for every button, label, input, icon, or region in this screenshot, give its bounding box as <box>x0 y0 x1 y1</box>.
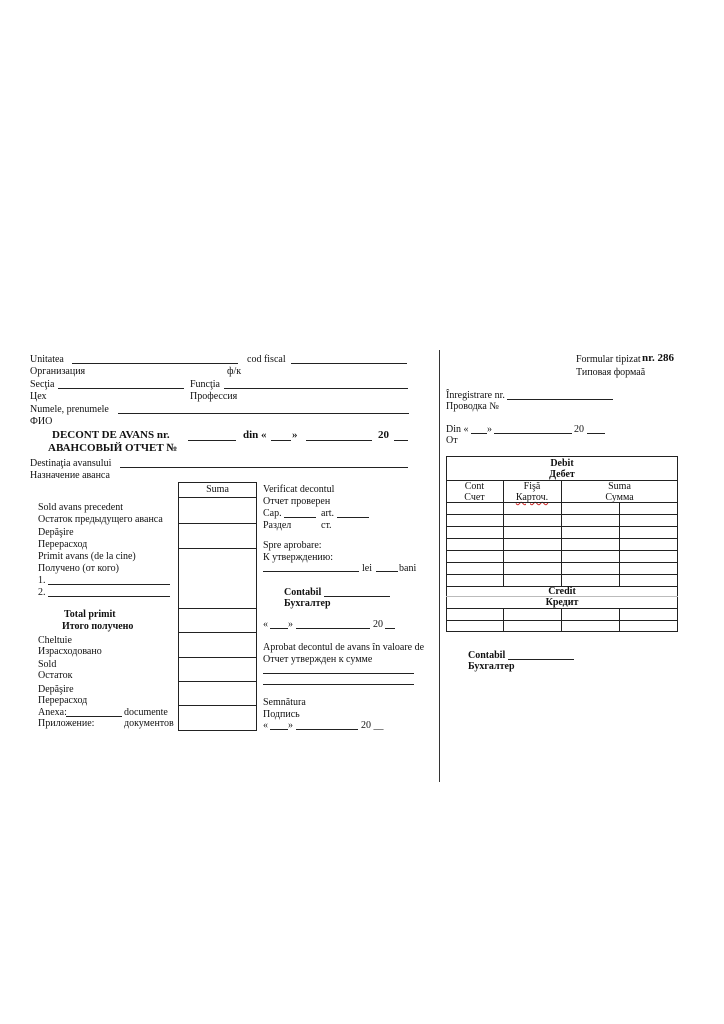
row-sep <box>178 657 257 658</box>
table-line <box>446 550 678 551</box>
right-buhgalter-label: Бухгалтер <box>468 661 515 672</box>
organizatsia-label: Организация <box>30 366 86 377</box>
aprobat-line-2[interactable] <box>263 684 414 685</box>
cut-divider <box>439 350 440 782</box>
row-pererashod: Перерасход <box>38 539 88 550</box>
row-sep <box>178 608 257 609</box>
col-summa: Сумма <box>605 492 634 503</box>
row-ostatok: Остаток <box>38 670 73 681</box>
table-line <box>446 620 678 621</box>
row-cheltuie: Cheltuie <box>38 635 72 646</box>
row-anexa: Anexa: <box>38 707 67 718</box>
row-sep <box>178 548 257 549</box>
row-item-1-line[interactable] <box>48 584 170 585</box>
row-sep <box>178 681 257 682</box>
inregistrare-label: Înregistrare nr. <box>446 390 505 401</box>
otchet-proveren-label: Отчет проверен <box>263 496 331 507</box>
sectia-line[interactable] <box>58 388 184 389</box>
contabil-sign-line[interactable] <box>324 596 390 597</box>
right-contabil-label: Contabil <box>468 650 506 661</box>
date-month-line[interactable] <box>296 628 370 629</box>
credit-header: Credit <box>548 586 576 597</box>
sign-month-line[interactable] <box>296 729 358 730</box>
cap-label: Cap. <box>263 508 282 519</box>
row-sold-avans: Sold avans precedent <box>38 502 123 513</box>
row-item-2-line[interactable] <box>48 596 170 597</box>
table-col-line <box>619 502 620 586</box>
din-close: » <box>487 424 492 435</box>
ot-label: От <box>446 435 458 446</box>
suma-header: Suma <box>206 484 229 495</box>
table-line <box>446 514 678 515</box>
lei-label: lei <box>362 563 372 574</box>
date-day-line[interactable] <box>270 628 288 629</box>
debet-header: Дебет <box>549 469 575 480</box>
numele-line[interactable] <box>118 413 409 414</box>
destinatia-line[interactable] <box>120 467 408 468</box>
provodka-label: Проводка № <box>446 401 499 412</box>
table-line <box>446 538 678 539</box>
lei-amount-line[interactable] <box>263 571 359 572</box>
table-line <box>446 608 678 609</box>
kredit-header: Кредит <box>545 597 579 608</box>
sectia-label: Secţia <box>30 379 55 390</box>
row-item-2: 2. <box>38 587 46 598</box>
col-suma: Suma <box>608 481 631 492</box>
table-col-line <box>503 480 504 586</box>
table-line <box>446 502 678 503</box>
row-polucheno: Получено (от кого) <box>38 563 120 574</box>
formular-number: nr. 286 <box>642 352 674 364</box>
din-open: Din « <box>446 424 469 435</box>
row-itogo-polucheno: Итого получено <box>62 621 134 632</box>
decont-month-line[interactable] <box>306 440 372 441</box>
aprobat-line-1[interactable] <box>263 673 414 674</box>
table-col-line <box>561 480 562 586</box>
professia-label: Профессия <box>190 391 238 402</box>
semnatura-label: Semnătura <box>263 697 306 708</box>
table-line <box>446 562 678 563</box>
sign-date-year: 20 __ <box>361 720 384 731</box>
din-year: 20 <box>574 424 584 435</box>
din-month-line[interactable] <box>494 433 572 434</box>
row-sold: Sold <box>38 659 57 670</box>
tipovaya-label: Типовая формаă <box>576 367 646 378</box>
din-year-line[interactable] <box>587 433 605 434</box>
debit-header: Debit <box>550 458 574 469</box>
row-sep <box>178 705 257 706</box>
art-line[interactable] <box>337 517 369 518</box>
row-total-primit: Total primit <box>64 609 116 620</box>
date-year: 20 <box>373 619 383 630</box>
fk-label: ф/к <box>227 366 242 377</box>
st-label: ст. <box>321 520 332 531</box>
col-kartoch: Карточ. <box>515 492 549 503</box>
row-sep <box>178 632 257 633</box>
table-col-line <box>561 608 562 632</box>
unitatea-line[interactable] <box>72 363 238 364</box>
destinatia-label: Destinaţia avansului <box>30 458 112 469</box>
row-depasire: Depăşire <box>38 527 74 538</box>
numele-label: Numele, prenumele <box>30 404 109 415</box>
row-pererashod-2: Перерасход <box>38 695 88 706</box>
cod-fiscal-label: cod fiscal <box>247 354 286 365</box>
art-label: art. <box>321 508 335 519</box>
cap-line[interactable] <box>284 517 316 518</box>
right-contabil-sign-line[interactable] <box>508 659 574 660</box>
row-izrashodovano: Израсходовано <box>38 646 102 657</box>
table-line <box>446 574 678 575</box>
naznachenie-label: Назначение аванса <box>30 470 110 481</box>
bani-amount-line[interactable] <box>376 571 398 572</box>
row-primit-avans: Primit avans (de la cine) <box>38 551 136 562</box>
anexa-line[interactable] <box>66 716 122 717</box>
row-ostatok-avansa: Остаток предыдущего аванса <box>38 514 163 525</box>
date-year-line[interactable] <box>385 628 395 629</box>
decont-nr-line[interactable] <box>188 440 236 441</box>
otchet-utverzhden-label: Отчет утвержден к сумме <box>263 654 373 665</box>
row-sep <box>178 497 257 498</box>
col-cont: Cont <box>464 481 485 492</box>
decont-din-close: » <box>292 429 298 441</box>
tseh-label: Цех <box>30 391 47 402</box>
buhgalter-label: Бухгалтер <box>284 598 331 609</box>
formular-label: Formular tipizat <box>576 354 641 365</box>
avans-title: АВАНСОВЫЙ ОТЧЕТ № <box>48 442 178 454</box>
sign-day-line[interactable] <box>270 729 288 730</box>
table-col-line <box>619 608 620 632</box>
inregistrare-line[interactable] <box>507 399 613 400</box>
row-prilozhenie: Приложение: <box>38 718 95 729</box>
decont-din: din « <box>243 429 267 441</box>
functia-line[interactable] <box>224 388 408 389</box>
fio-label: ФИО <box>30 416 53 427</box>
sign-date-open: « <box>263 720 268 731</box>
k-utverzhdeniyu-label: К утверждению: <box>263 552 334 563</box>
contabil-label: Contabil <box>284 587 322 598</box>
suma-column-box <box>178 482 257 731</box>
unitatea-label: Unitatea <box>30 354 64 365</box>
table-line <box>446 526 678 527</box>
decont-title: DECONT DE AVANS nr. <box>52 429 170 441</box>
row-documente: documente <box>124 707 168 718</box>
table-col-line <box>503 608 504 632</box>
decont-day-line[interactable] <box>271 440 291 441</box>
col-fisa: Fişă <box>523 481 541 492</box>
cod-fiscal-line[interactable] <box>291 363 407 364</box>
verificat-label: Verificat decontul <box>263 484 335 495</box>
col-schet: Счет <box>464 492 485 503</box>
row-dokumentov: документов <box>124 718 174 729</box>
row-sep <box>178 523 257 524</box>
din-day-line[interactable] <box>471 433 487 434</box>
razdel-label: Раздел <box>263 520 292 531</box>
decont-year: 20 <box>378 429 389 441</box>
bani-label: bani <box>399 563 417 574</box>
row-depasire-2: Depăşire <box>38 684 74 695</box>
podpis-label: Подпись <box>263 709 300 720</box>
row-item-1: 1. <box>38 575 46 586</box>
date-open: « <box>263 619 268 630</box>
date-close: » <box>288 619 293 630</box>
spre-aprobare-label: Spre aprobare: <box>263 540 322 551</box>
functia-label: Funcţia <box>190 379 220 390</box>
decont-year-line[interactable] <box>394 440 408 441</box>
aprobat-label: Aprobat decontul de avans în valoare de <box>263 642 425 653</box>
sign-date-close: » <box>288 720 293 731</box>
